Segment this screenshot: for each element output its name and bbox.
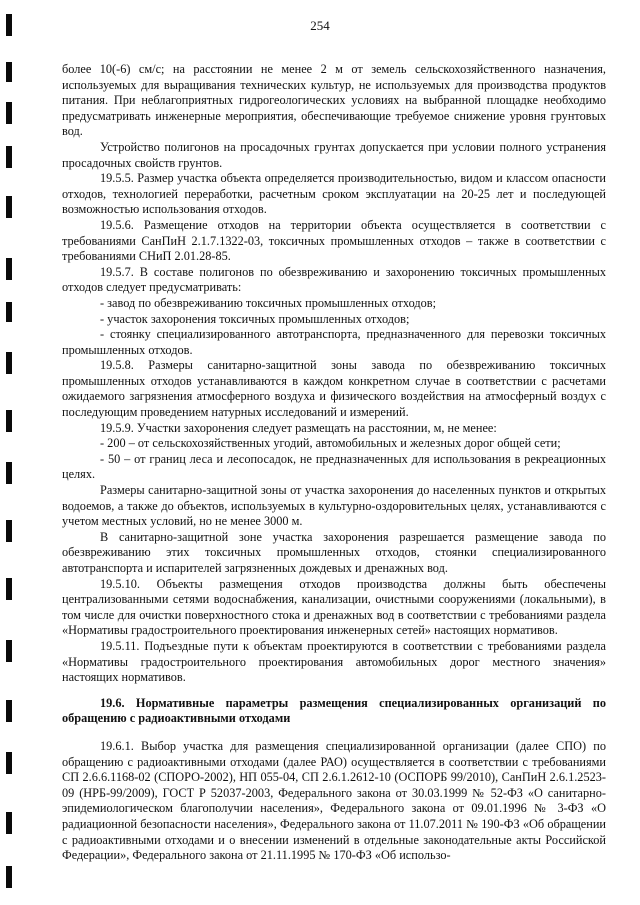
scan-margin-mark	[6, 302, 12, 322]
document-body	[62, 62, 606, 864]
paragraph: 19.5.6. Размещение отходов на территории объекта осуществляется в соответствии с требованиями СанПиН 2.1.7.1322-03, токсичных промышленных отходов – также в соответствии с требованиями СНиП 2.01.28-85.	[62, 217, 606, 264]
scan-margin-mark	[6, 578, 12, 600]
list-item: - участок захоронения токсичных промышленных отходов;	[100, 311, 410, 326]
scan-margin-mark	[6, 258, 12, 280]
scan-margin-mark	[6, 700, 12, 722]
paragraph: 19.5.5. Размер участка объекта определяется производительностью, видом и классом опасности отходов, технологией переработки, расчетным сроком эксплуатации на 20-25 лет и последующей возможностью использования отходов.	[62, 171, 606, 217]
paragraph: Устройство полигонов на просадочных грунтах допускается при условии полного устранения просадочных свойств грунтов.	[62, 139, 606, 170]
paragraph: 19.5.7. В составе полигонов по обезвреживанию и захоронению токсичных промышленных отходов следует предусматривать:	[62, 264, 606, 295]
section-heading: 19.6. Нормативные параметры размещения специализированных организаций по обращению с радиоактивными отходами	[62, 695, 606, 726]
paragraph: 19.5.9. Участки захоронения следует размещать на расстоянии, м, не менее:	[100, 420, 497, 435]
list-item: - стоянку специализированного автотранспорта, предназначенного для перевозки токсичных промышленных отходов.	[62, 327, 606, 357]
scan-margin-mark	[6, 102, 12, 124]
paragraph: более 10(-6) см/с; на расстоянии не менее 2 м от земель сельскохозяйственного назначения, используемых для выращивания технических культур, не используемых для производства продуктов питания. При неблагоприятных гидрогеологических условиях на выбранной площадке необходимо предусматривать инженерные мероприятия, обеспечивающие требуемое снижение уровня грунтовых вод.	[62, 62, 606, 139]
scan-margin-mark	[6, 866, 12, 888]
scan-margin-mark	[6, 410, 12, 432]
paragraph: 19.5.10. Объекты размещения отходов производства должны быть обеспечены централизованными сетями водоснабжения, канализации, очистными сооружениями (локальными), в том числе для очистки поверхностного стока и дренажных вод в соответствии с требованиями раздела «Нормативы градостроительного проектирования инженерных сетей» настоящих нормативов.	[62, 576, 606, 638]
scan-margin-mark	[6, 352, 12, 374]
scan-margin-mark	[6, 62, 12, 82]
scan-margin-mark	[6, 462, 12, 484]
scan-margin-mark	[6, 520, 12, 542]
scan-margin-mark	[6, 640, 12, 662]
paragraph: 19.6.1. Выбор участка для размещения специализированной организации (далее СПО) по обращению с радиоактивными отходами (далее РАО) осуществляется в соответствии с требованиями СП 2.6.6.1168-02 (СПОРО-2002), НП 055-04, СП 2.6.1.2612-10 (ОСПОРБ 99/2010), СанПиН 2.6.1.2523-09 (НРБ-99/2009), ГОСТ Р 52037-2003, Федерального закона от 30.03.1999 № 52-ФЗ «О санитарно-эпидемиологическом благополучии населения», Федерального закона от 09.01.1996 № 3-ФЗ «О радиационной безопасности населения», Федерального закона от 11.07.2011 № 190-ФЗ «Об обращении с радиоактивными отходами и о внесении изменений в отдельные законодательные акты Российской Федерации», Федерального закона от 21.11.1995 № 170-ФЗ «Об использо-	[62, 738, 606, 863]
list-item: - 200 – от сельскохозяйственных угодий, автомобильных и железных дорог общей сети;	[100, 436, 561, 451]
list-item: - 50 – от границ леса и лесопосадок, не предназначенных для использования в рекреационных целях.	[62, 451, 606, 482]
paragraph: В санитарно-защитной зоне участка захоронения разрешается размещение завода по обезвреживанию этих токсичных промышленных отходов, стоянки специализированного автотранспорта и испарителей загрязненных дождевых и дренажных вод.	[62, 529, 606, 575]
scan-margin-mark	[6, 752, 12, 774]
paragraph: Размеры санитарно-защитной зоны от участка захоронения до населенных пунктов и открытых водоемов, а также до объектов, используемых в культурно-оздоровительных целях, устанавливаются с учетом местных условий, но не менее 3000 м.	[62, 483, 606, 529]
page-number: 254	[310, 18, 330, 33]
scan-margin-mark	[6, 196, 12, 218]
scan-margin-mark	[6, 146, 12, 168]
list-item: - завод по обезвреживанию токсичных промышленных отходов;	[100, 295, 437, 310]
paragraph: 19.5.11. Подъездные пути к объектам проектируются в соответствии с требованиями раздела «Нормативы градостроительного проектирования автомобильных дорог местного значения» настоящих нормативов.	[62, 638, 606, 685]
scan-margin-mark	[6, 812, 12, 834]
paragraph: 19.5.8. Размеры санитарно-защитной зоны завода по обезвреживанию токсичных промышленных отходов устанавливаются в каждом конкретном случае в соответствии с расчетами ожидаемого загрязнения атмосферного воздуха и физического воздействия на атмосферный воздух с последующим проведением натурных исследований и измерений.	[62, 358, 606, 420]
